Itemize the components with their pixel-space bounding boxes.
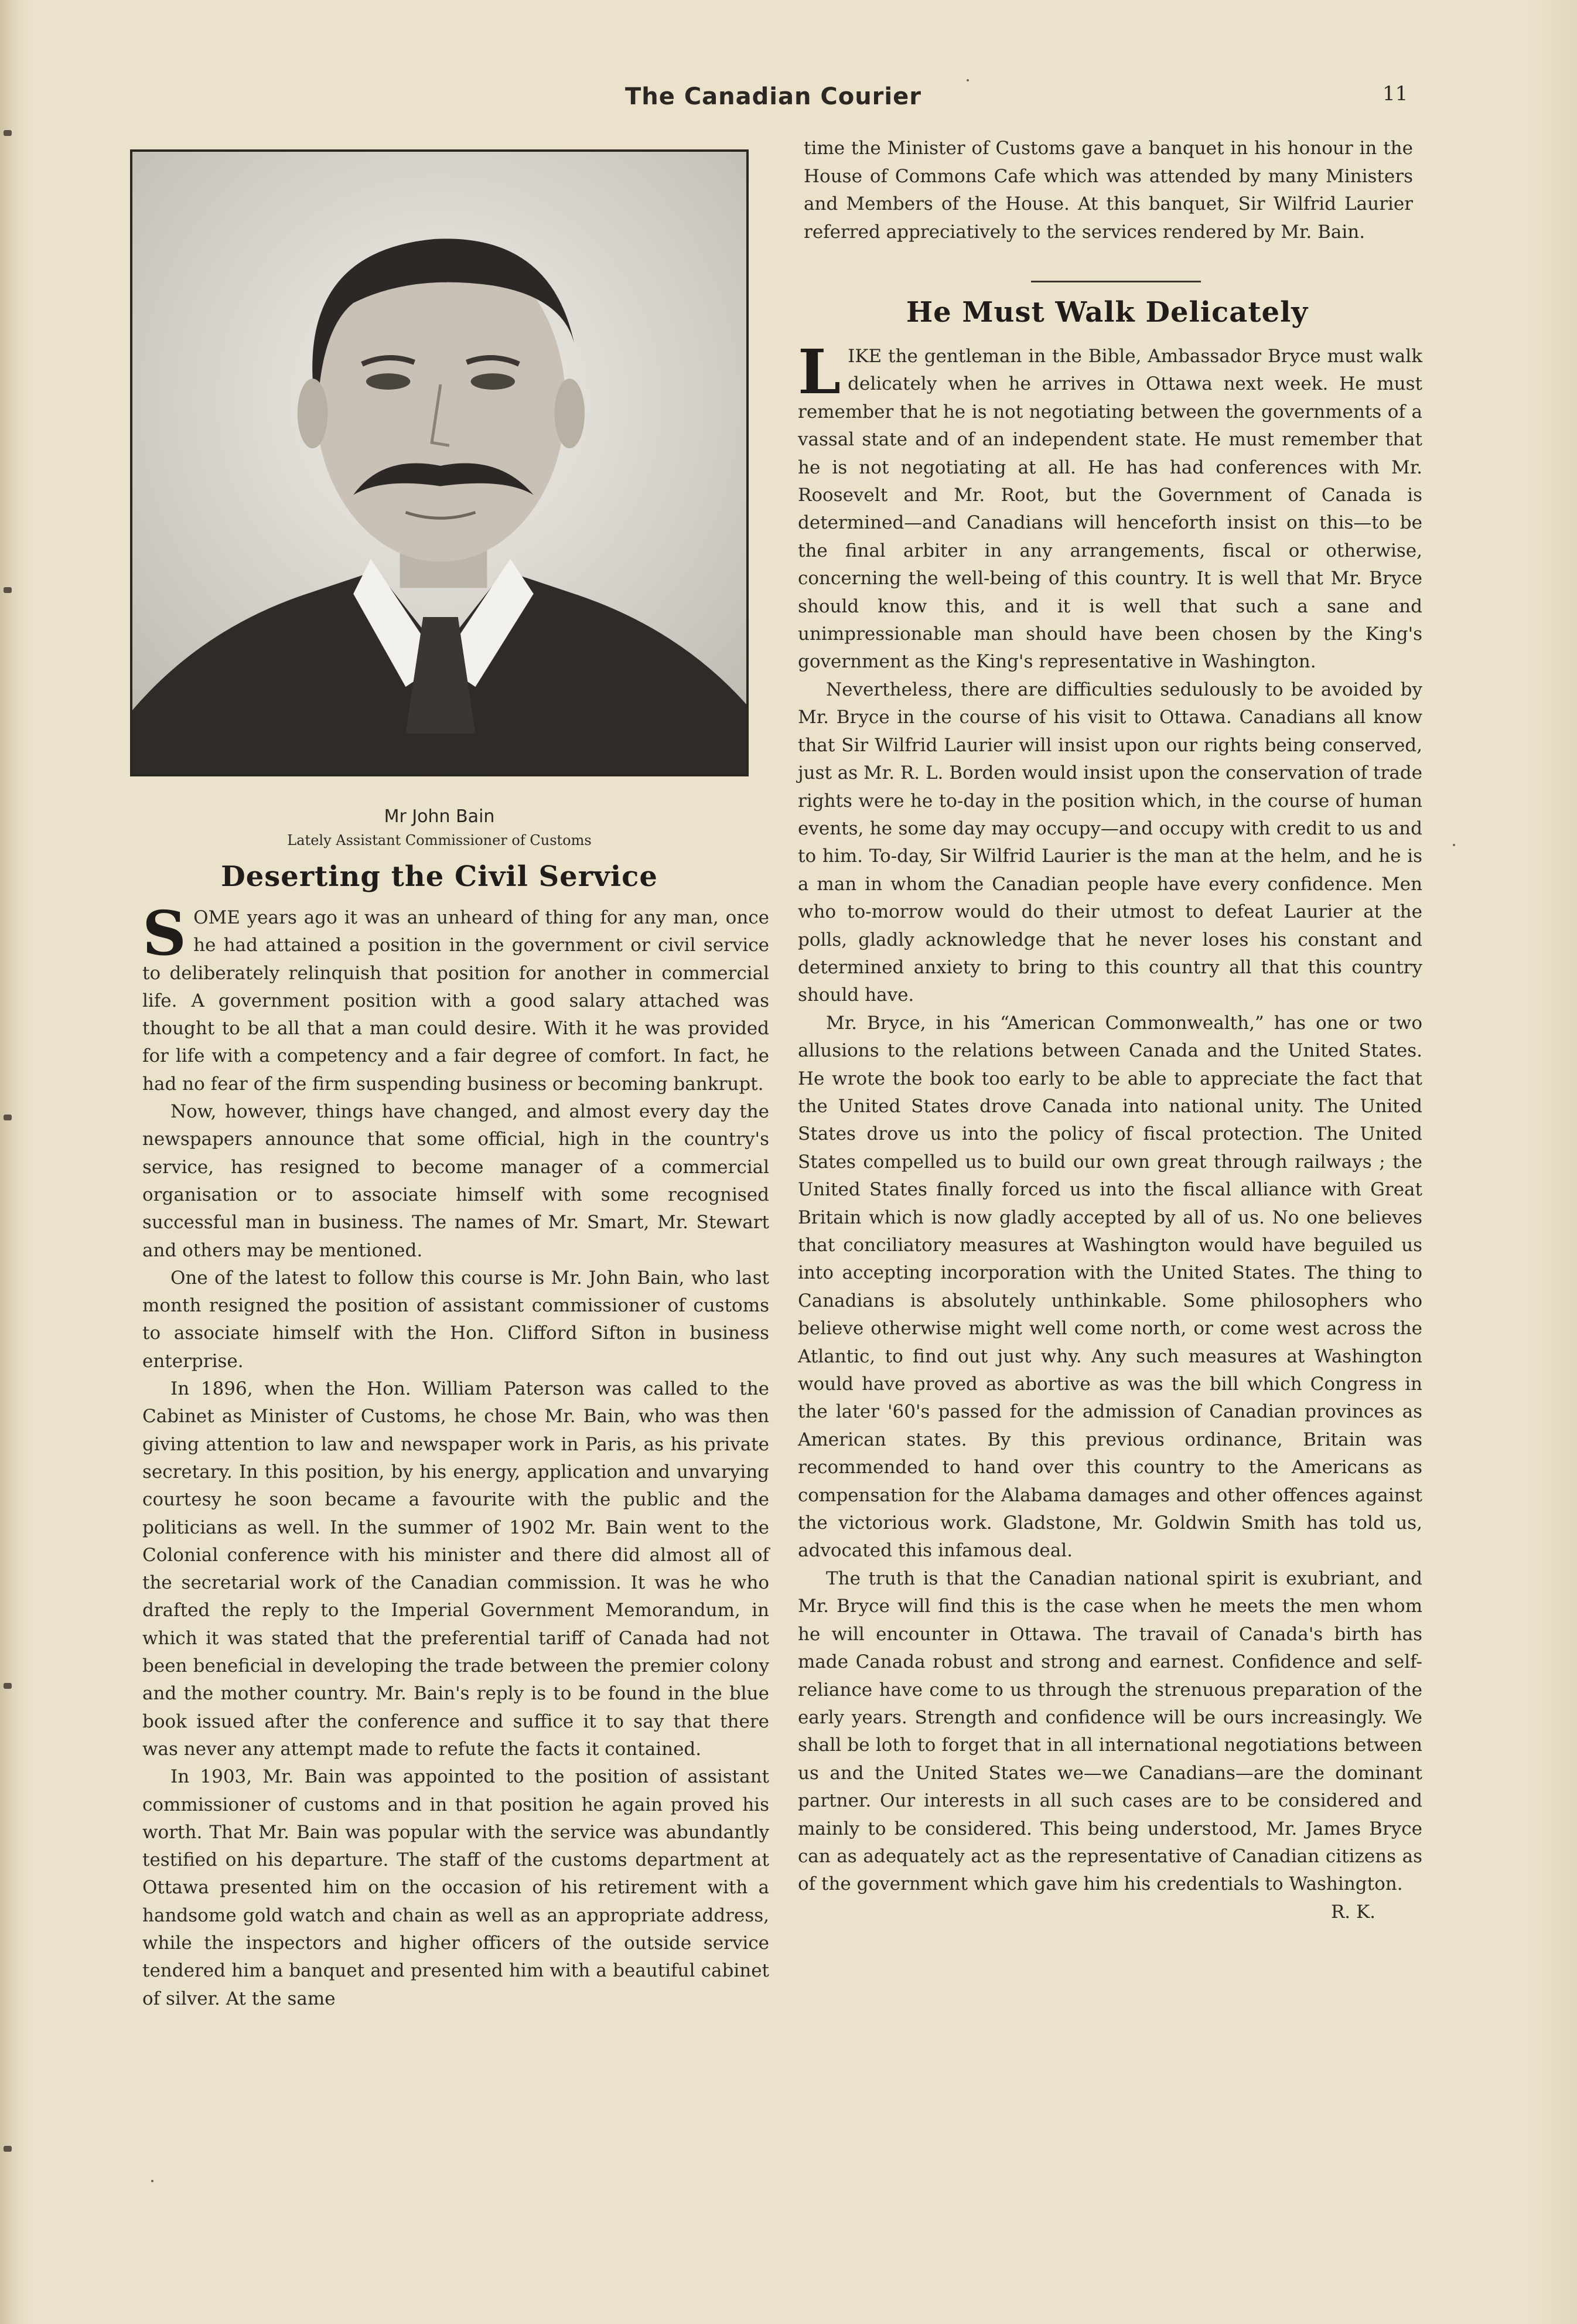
paper-speck bbox=[967, 79, 969, 81]
binding-edge bbox=[0, 0, 16, 2324]
photo-caption-name: Mr John Bain bbox=[384, 806, 495, 827]
author-signature: R. K. bbox=[1330, 1901, 1375, 1923]
portrait-image bbox=[132, 152, 746, 774]
article-paragraph bbox=[798, 1565, 1422, 1923]
paper-speck bbox=[151, 2180, 153, 2182]
article-left-continued bbox=[804, 135, 1413, 246]
drop-cap: S bbox=[142, 897, 187, 969]
headline-walk-delicately: He Must Walk Delicately bbox=[906, 296, 1309, 329]
section-divider bbox=[1031, 281, 1201, 282]
drop-cap: L bbox=[798, 336, 841, 408]
page-number: 11 bbox=[1383, 82, 1408, 105]
article-paragraph: One of the latest to follow this course is Mr. John Bain, who last month resigned the position of assistant commissioner of customs to associate himself with the Hon. Clifford Sifton in business enterprise. bbox=[142, 1267, 769, 1372]
running-head: The Canadian Courier bbox=[625, 83, 921, 110]
binding-hole bbox=[4, 1683, 12, 1689]
article-paragraph: In 1896, when the Hon. William Paterson was called to the Cabinet as Minister of Customs, he chose Mr. Bain, who was then giving attention to law and newspaper work in Paris, as his private secretary. In this position, by his energy, application and unvarying courtesy he soon became a favourite with the public and the politicians as well. In the summer of 1902 Mr. Bain went to the Colonial conference with his minister and there did almost all of the secretarial work of the Canadian commission. It was he who drafted the reply to the Imperial Government Memorandum, in which it was stated that the preferential tariff of Canada had not been beneficial in developing the trade between the premier colony and the mother country. Mr. Bain's reply is to be found in the blue book issued after the conference and suffice it to say that there was never any attempt made to refute the facts it contained. bbox=[142, 1378, 769, 1760]
binding-hole bbox=[4, 1115, 12, 1120]
article-paragraph: In 1903, Mr. Bain was appointed to the position of assistant commissioner of customs and in that position he again proved his worth. That Mr. Bain was popular with the service was abundantly testified on his departure. The staff of the customs department at Ottawa presented him on the occasion of his retirement with a handsome gold watch and chain as well as an appropriate address, while the inspectors and higher officers of the outside service tendered him a banquet and presented him with a beautiful cabinet of silver. At the same bbox=[142, 1766, 769, 2009]
article-paragraph bbox=[798, 336, 1422, 676]
binding-hole bbox=[4, 587, 12, 593]
paragraph-text: IKE the gentleman in the Bible, Ambassador Bryce must walk delicately when he arrives in Ottawa next week. He must remember that he is not negotiating between the governments of a vassal state and of an independent state. He must remember that he is not negotiating at all. He has had conferences with Mr. Roosevelt and Mr. Root, but the Government of Canada is determined—and Canadians will henceforth insist on this—to be the final arbiter in any arrangements, fiscal or otherwise, concerning the well-being of this country. It is well that Mr. Bryce should know this, and it is well that such a sane and unimpressionable man should have been chosen by the King's government as the King's representative in Washington. bbox=[798, 346, 1422, 673]
article-paragraph bbox=[142, 897, 769, 1098]
article-left-body bbox=[142, 897, 769, 2013]
article-right-body bbox=[798, 336, 1422, 1926]
paragraph-text: OME years ago it was an unheard of thing for any man, once he had attained a position in the government or civil service to deliberately relinquish that position for another in commercial life. A government position with a good salary attached was thought to be all that a man could desire. With it he was provided for life with a competency and a fair degree of comfort. In fact, he had no fear of the firm suspending business or becoming bankrupt. bbox=[142, 907, 769, 1095]
article-paragraph: Nevertheless, there are difficulties sedulously to be avoided by Mr. Bryce in the course of his visit to Ottawa. Canadians all know that Sir Wilfrid Laurier will insist upon our rights being conserved, just as Mr. R. L. Borden would insist upon the conservation of trade rights were he to-day in the position which, in the course of human events, he some day may occupy—and occupy with credit to us and to him. To-day, Sir Wilfrid Laurier is the man at the helm, and he is a man in whom the Canadian people have every confidence. Men who to-morrow would do their utmost to defeat Laurier at the polls, gladly acknowledge that he never loses his constant and determined anxiety to bring to this country all that this country should have. bbox=[798, 679, 1422, 1006]
binding-hole bbox=[4, 130, 12, 136]
photo-caption-title: Lately Assistant Commissioner of Customs bbox=[287, 832, 592, 849]
article-paragraph: Now, however, things have changed, and almost every day the newspapers announce that some official, high in the country's service, has resigned to become manager of a commercial organisation or to associate himself with some recognised successful man in business. The names of Mr. Smart, Mr. Stewart and others may be mentioned. bbox=[142, 1101, 769, 1261]
portrait-photo bbox=[130, 149, 749, 776]
headline-deserting-civil-service: Deserting the Civil Service bbox=[221, 860, 658, 893]
paper-speck bbox=[1453, 844, 1455, 846]
article-paragraph: time the Minister of Customs gave a banquet in his honour in the House of Commons Cafe which was attended by many Ministers and Members of the House. At this banquet, Sir Wilfrid Laurier referred appreciatively to the services rendered by Mr. Bain. bbox=[804, 138, 1413, 243]
paragraph-text: The truth is that the Canadian national spirit is exubriant, and Mr. Bryce will find this is the case when he meets the men whom he will encounter in Ottawa. The travail of Canada's birth has made Canada robust and strong and earnest. Confidence and self-reliance have come to us through the strenuous preparation of the early years. Strength and confidence will be ours increasingly. We shall be loth to forget that in all international negotiations between us and the United States we—we Canadians—are the dominant partner. Our interests in all such cases are to be considered and mainly to be considered. This being understood, Mr. James Bryce can as adequately act as the representative of Canadian citizens as of the government which gave him his credentials to Washington. bbox=[798, 1567, 1422, 1895]
article-paragraph: Mr. Bryce, in his “American Commonwealth,” has one or two allusions to the relations between Canada and the United States. He wrote the book too early to be able to appreciate the fact that the United States drove Canada into national unity. The United States drove us into the policy of fiscal protection. The United States compelled us to build our own great through railways ; the United States finally forced us into the fiscal alliance with Great Britain which is now gladly accepted by all of us. No one believes that conciliatory measures at Washington would have beguiled us into accepting incorporation with the United States. The thing to Canadians is absolutely unthinkable. Some philosophers who believe otherwise might well come north, or come west across the Atlantic, to find out just why. Any such measures at Washington would have proved as abortive as was the bill which Congress in the later '60's passed for the admission of Canadian provinces as American states. By this previous ordinance, Britain was recommended to hand over this country to the Americans as compensation for the Alabama damages and other offences against the victorious work. Gladstone, Mr. Goldwin Smith has told us, advocated this infamous deal. bbox=[798, 1012, 1422, 1562]
binding-hole bbox=[4, 2146, 12, 2152]
